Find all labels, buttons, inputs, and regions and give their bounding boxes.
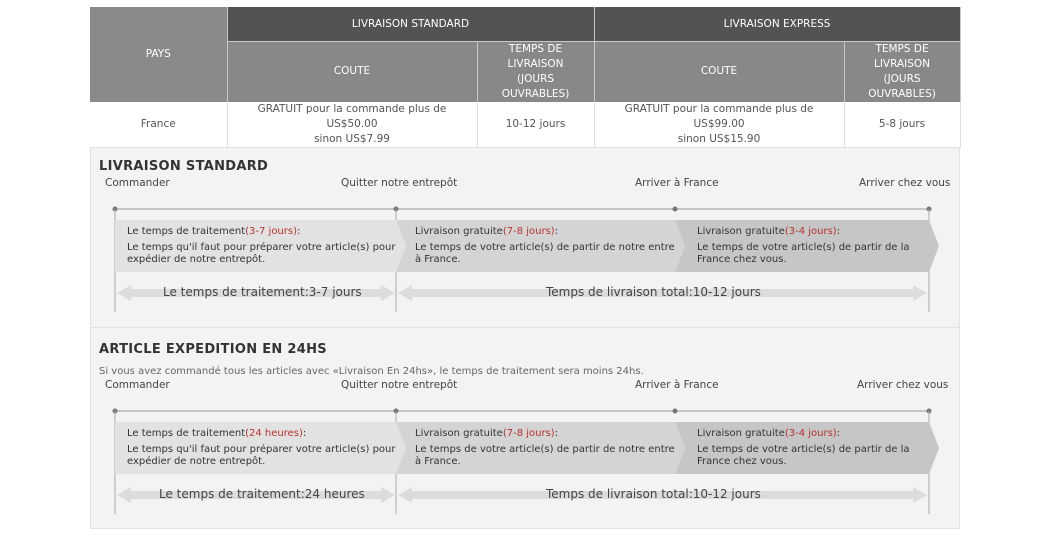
express-time-header: TEMPS DE LIVRAISON (JOURS OUVRABLES) (844, 41, 960, 102)
standard-cost-header: COUTE (227, 41, 477, 102)
standard-time-header: TEMPS DE LIVRAISON (JOURS OUVRABLES) (477, 41, 594, 102)
shipping-to-france-block: Livraison gratuite(7-8 jours): Le temps de votre article(s) de partir de notre entre à France. (415, 226, 675, 265)
section-title: ARTICLE EXPEDITION EN 24HS (99, 342, 327, 357)
milestone-leave-warehouse: Quitter notre entrepôt (341, 379, 458, 391)
milestone-arrive-france: Arriver à France (635, 177, 719, 189)
processing-duration-label: Le temps de traitement:24 heures (159, 487, 365, 501)
processing-block: Le temps de traitement(24 heures): Le temps qu'il faut pour préparer votre article(s) pour expédier de notre entrepôt. (127, 428, 396, 467)
delivery-to-home-block: Livraison gratuite(3-4 jours): Le temps de votre article(s) de partir de la France chez vous. (697, 226, 910, 265)
country-header: PAYS (90, 7, 227, 102)
standard-time-cell: 10-12 jours (477, 102, 594, 148)
express-cost-header: COUTE (594, 41, 844, 102)
milestone-leave-warehouse: Quitter notre entrepôt (341, 177, 458, 189)
express-time-cell: 5-8 jours (844, 102, 960, 148)
shipping-rates-table (90, 7, 961, 148)
total-duration-label: Temps de livraison total:10-12 jours (546, 285, 761, 299)
express-note: Si vous avez commandé tous les articles avec «Livraison En 24hs», le temps de traitement sera moins 24hs. (99, 366, 644, 377)
section-divider (91, 327, 959, 328)
standard-delivery-header: LIVRAISON STANDARD (227, 7, 594, 41)
section-title: LIVRAISON STANDARD (99, 159, 269, 174)
milestone-arrive-home: Arriver chez vous (859, 177, 951, 189)
milestone-arrive-france: Arriver à France (635, 379, 719, 391)
milestone-order: Commander (105, 177, 170, 189)
table-row (90, 102, 960, 148)
processing-block: Le temps de traitement(3-7 jours): Le temps qu'il faut pour préparer votre article(s) pour expédier de notre entrepôt. (127, 226, 396, 265)
milestone-arrive-home: Arriver chez vous (857, 379, 949, 391)
processing-duration-label: Le temps de traitement:3-7 jours (163, 285, 362, 299)
country-cell: France (90, 102, 227, 148)
express-cost-cell: GRATUIT pour la commande plus de US$99.00 sinon US$15.90 (594, 102, 844, 148)
shipping-info-panel (90, 7, 960, 529)
express-timeline (91, 379, 959, 514)
delivery-to-home-block: Livraison gratuite(3-4 jours): Le temps de votre article(s) de partir de la France chez vous. (697, 428, 910, 467)
shipping-to-france-block: Livraison gratuite(7-8 jours): Le temps de votre article(s) de partir de notre entre à France. (415, 428, 675, 467)
standard-timeline (91, 177, 959, 312)
milestone-order: Commander (105, 379, 170, 391)
total-duration-label: Temps de livraison total:10-12 jours (546, 487, 761, 501)
standard-cost-cell: GRATUIT pour la commande plus de US$50.00 sinon US$7.99 (227, 102, 477, 148)
express-delivery-header: LIVRAISON EXPRESS (594, 7, 960, 41)
